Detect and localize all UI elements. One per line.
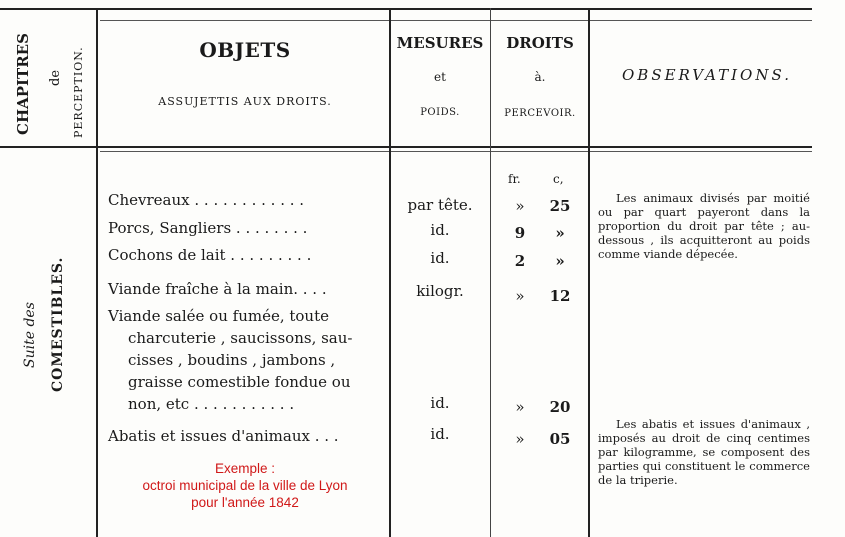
example-caption (100, 460, 390, 511)
viande-salee-line: graisse comestible fondue ou (128, 373, 351, 391)
example-line-3: pour l'année 1842 (191, 495, 299, 510)
header-bottom-rule (0, 146, 812, 148)
viande-salee-line: cisses , boudins , jambons , (128, 351, 336, 369)
abatis-fr: » (515, 430, 525, 448)
row-c: » (555, 252, 565, 270)
observations-title: OBSERVATIONS. (622, 66, 792, 84)
example-line-1: Exemple : (214, 461, 276, 476)
row-mesure: id. (430, 221, 450, 239)
row-objet: Porcs, Sangliers . . . . . . . . (108, 219, 308, 237)
viande-salee-fr: » (515, 398, 525, 416)
droits-title: DROITS (506, 34, 574, 52)
mesures-et: et (434, 70, 446, 84)
col-rule-objets (389, 8, 391, 537)
row-fr: » (515, 287, 525, 305)
objets-title: OBJETS (199, 38, 291, 62)
row-c: 25 (549, 197, 571, 215)
row-mesure: kilogr. (416, 282, 464, 300)
row-fr: » (515, 197, 525, 215)
abatis-c: 05 (549, 430, 571, 448)
row-mesure: par tête. (407, 196, 473, 214)
droits-a: à. (534, 70, 546, 84)
currency-fr-label: fr. (508, 172, 521, 186)
viande-salee-line: charcuterie , saucissons, sau- (128, 329, 353, 347)
objets-subtitle: ASSUJETTIS AUX DROITS. (158, 95, 332, 108)
col-rule-droits (588, 8, 590, 537)
col-rule-mesures (490, 8, 491, 537)
viande-salee-mesure: id. (430, 394, 450, 412)
header-bottom-rule-2 (100, 151, 812, 152)
row-objet: Chevreaux . . . . . . . . . . . . (108, 191, 305, 209)
row-mesure: id. (430, 249, 450, 267)
viande-salee-c: 20 (549, 398, 571, 416)
row-objet: Cochons de lait . . . . . . . . . (108, 246, 312, 264)
viande-salee-line: non, etc . . . . . . . . . . . (128, 395, 295, 413)
row-fr: 9 (514, 224, 526, 242)
suite-des-label: Suite des (22, 302, 38, 368)
mesures-title: MESURES (396, 34, 484, 52)
currency-c-label: c, (553, 172, 564, 186)
observation-block (598, 191, 810, 261)
top-rule-thin (100, 20, 812, 21)
example-line-2: octroi municipal de la ville de Lyon (142, 478, 348, 493)
droits-percevoir: PERCEVOIR. (504, 108, 576, 119)
observation-text-1: Les animaux divisés par moitié ou par quart payeront dans la proportion du droit par tête ; au-dessous , ils acquitteront au poids comme viande dépecée. (598, 191, 810, 261)
viande-salee-line: Viande salée ou fumée, toute (108, 307, 329, 325)
perception-label: PERCEPTION. (72, 46, 85, 138)
top-rule (0, 8, 812, 10)
row-fr: 2 (514, 252, 526, 270)
row-objet: Viande fraîche à la main. . . . (108, 280, 327, 298)
chapitres-label: CHAPITRES (14, 33, 32, 135)
row-c: 12 (549, 287, 571, 305)
col-rule-chapitres (96, 8, 98, 537)
observation-block (598, 417, 810, 487)
abatis-mesure: id. (430, 425, 450, 443)
mesures-poids: POIDS. (420, 107, 460, 118)
row-c: » (555, 224, 565, 242)
comestibles-label: COMESTIBLES. (50, 256, 66, 392)
observation-text-2: Les abatis et issues d'animaux , imposés au droit de cinq centimes par kilogramme, se composent des parties qui constituent le commerce de la triperie. (598, 417, 810, 487)
de-label: de (48, 69, 63, 86)
abatis-objet: Abatis et issues d'animaux . . . (108, 427, 339, 445)
